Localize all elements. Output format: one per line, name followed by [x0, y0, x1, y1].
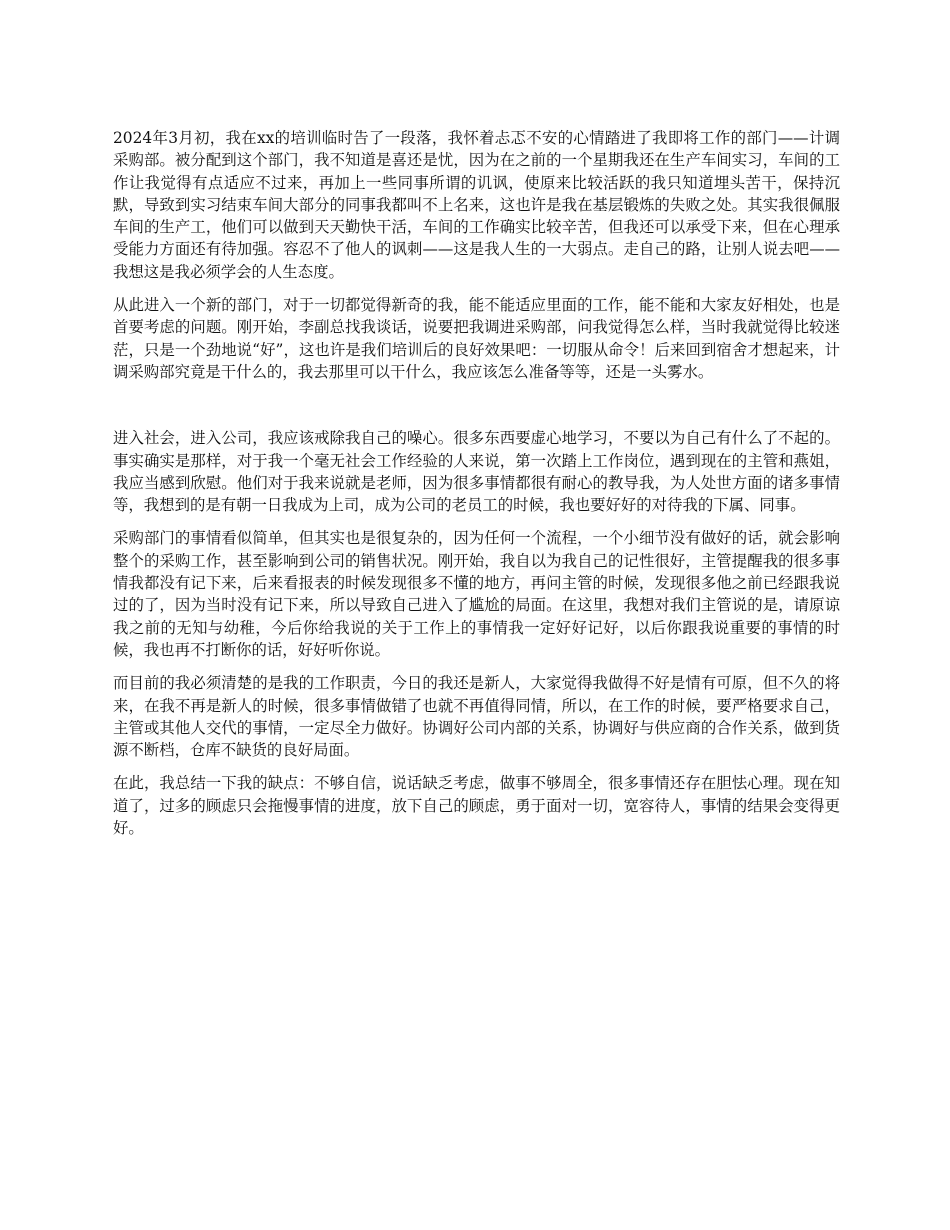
paragraph-2: 从此进入一个新的部门，对于一切都觉得新奇的我，能不能适应里面的工作，能不能和大家友好相处，也是首要考虑的问题。刚开始，李副总找我谈话，说要把我调进采购部，问我觉得怎么样，当时我就觉得比较迷茫，只是一个劲地说“好”，这也许是我们培训后的良好效果吧：一切服从命令！后来回到宿舍才想起来，计调采购部究竟是干什么的，我去那里可以干什么，我应该怎么准备等等，还是一头雾水。 [113, 296, 840, 381]
document-body [113, 127, 840, 850]
section-gap [113, 394, 840, 427]
paragraph-4: 采购部门的事情看似简单，但其实也是很复杂的，因为任何一个流程，一个小细节没有做好的话，就会影响整个的采购工作，甚至影响到公司的销售状况。刚开始，我自以为我自己的记性很好，主管提醒我的很多事情我都没有记下来，后来看报表的时候发现很多不懂的地方，再问主管的时候，发现很多他之前已经跟我说过的了，因为当时没有记下来，所以导致自己进入了尴尬的局面。在这里，我想对我们主管说的是，请原谅我之前的无知与幼稚，今后你给我说的关于工作上的事情我一定好好记好，以后你跟我说重要的事情的时候，我也再不打断你的话，好好听你说。 [113, 529, 840, 659]
paragraph-5: 而目前的我必须清楚的是我的工作职责，今日的我还是新人，大家觉得我做得不好是情有可原，但不久的将来，在我不再是新人的时候，很多事情做错了也就不再值得同情，所以，在工作的时候，要严格要求自己，主管或其他人交代的事情，一定尽全力做好。协调好公司内部的关系，协调好与供应商的合作关系，做到货源不断档，仓库不缺货的良好局面。 [113, 674, 840, 760]
paragraph-3: 进入社会，进入公司，我应该戒除我自己的噪心。很多东西要虚心地学习，不要以为自己有什么了不起的。事实确实是那样，对于我一个毫无社会工作经验的人来说，第一次踏上工作岗位，遇到现在的主管和燕姐，我应当感到欣慰。他们对于我来说就是老师，因为很多事情都很有耐心的教导我，为人处世方面的诸多事情等，我想到的是有朝一日我成为上司，成为公司的老员工的时候，我也要好好的对待我的下属、同事。 [113, 429, 840, 515]
paragraph-1: 2024年3月初，我在xx的培训临时告了一段落，我怀着忐忑不安的心情踏进了我即将工作的部门——计调采购部。被分配到这个部门，我不知道是喜还是忧，因为在之前的一个星期我还在生产车间实习，车间的工作让我觉得有点适应不过来，再加上一些同事所谓的讥讽，使原来比较活跃的我只知道埋头苦干，保持沉默，导致到实习结束车间大部分的同事我都叫不上名来，这也许是我在基层锻炼的失败之处。其实我很佩服车间的生产工，他们可以做到天天勤快干活，车间的工作确实比较辛苦，但我还可以承受下来，但在心理承受能力方面还有待加强。容忍不了他人的讽刺——这是我人生的一大弱点。走自己的路，让别人说去吧——我想这是我必须学会的人生态度。 [113, 129, 840, 281]
paragraph-6: 在此，我总结一下我的缺点：不够自信，说话缺乏考虑，做事不够周全，很多事情还存在胆怯心理。现在知道了，过多的顾虑只会拖慢事情的进度，放下自己的顾虑，勇于面对一切，宽容待人，事情的结果会变得更好。 [113, 774, 840, 838]
